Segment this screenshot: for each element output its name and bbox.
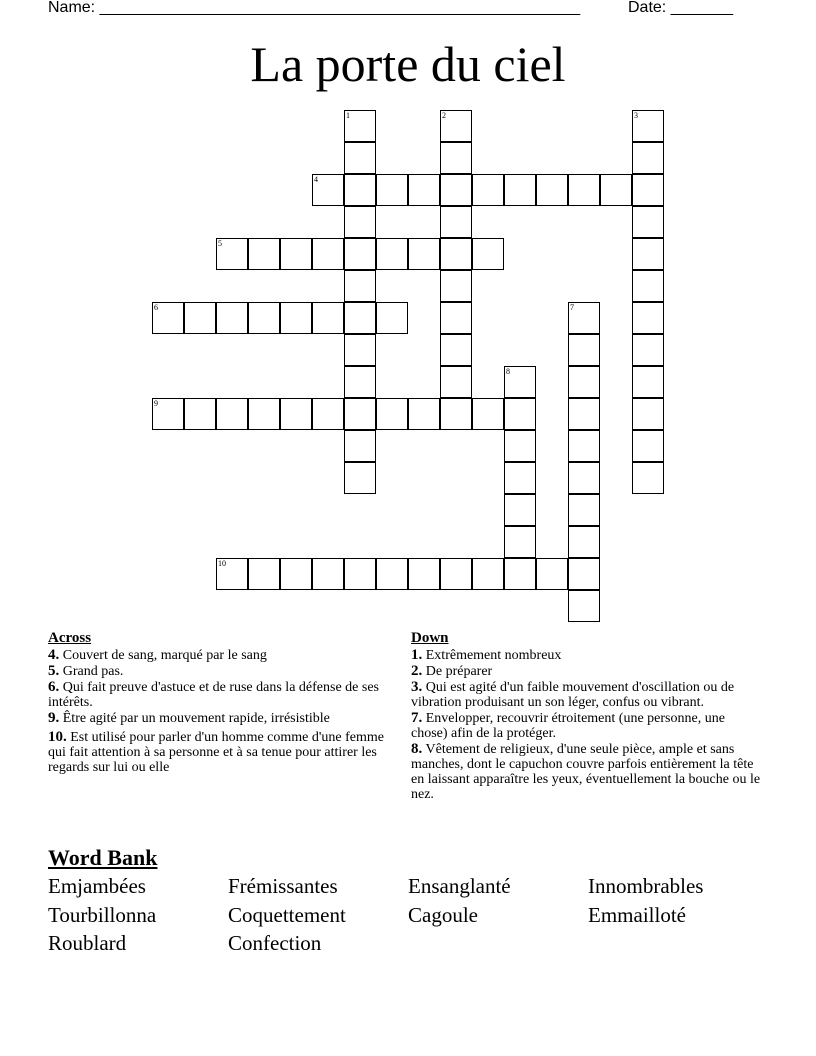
clue-across-9 [48,711,398,726]
grid-cell[interactable] [280,302,312,334]
grid-cell[interactable] [408,174,440,206]
grid-cell[interactable] [408,398,440,430]
grid-cell[interactable] [632,206,664,238]
word-bank-word: Coquettement [228,903,346,927]
grid-cell[interactable] [376,302,408,334]
grid-cell[interactable] [504,558,536,590]
grid-cell[interactable] [536,174,568,206]
cell-number: 3 [634,111,638,120]
grid-cell[interactable] [440,270,472,302]
grid-cell[interactable] [504,526,536,558]
grid-cell[interactable] [344,398,376,430]
grid-cell[interactable] [248,558,280,590]
grid-cell[interactable] [568,558,600,590]
cell-number: 1 [346,111,350,120]
grid-cell[interactable] [312,238,344,270]
clue-text: Être agité par un mouvement rapide, irrésistible [62,711,330,726]
clue-number: 8. [411,741,423,757]
grid-cell[interactable] [216,398,248,430]
grid-cell[interactable] [440,366,472,398]
clue-down-3 [411,680,761,710]
clue-down-7 [411,711,761,741]
grid-cell[interactable] [344,238,376,270]
grid-cell[interactable] [280,558,312,590]
clue-text: Est utilisé pour parler d'un homme comme d'une femme qui fait attention à sa personne et à sa tenue pour attirer les regards sur lui ou elle [48,730,384,775]
clue-number: 3. [411,679,423,695]
grid-cell[interactable] [568,398,600,430]
grid-cell[interactable] [440,174,472,206]
word-bank-word: Innombrables [588,874,704,898]
grid-cell[interactable] [344,366,376,398]
grid-cell[interactable] [632,142,664,174]
clue-text: De préparer [425,664,493,679]
grid-cell[interactable] [344,462,376,494]
grid-cell[interactable] [280,238,312,270]
across-heading: Across [48,630,92,646]
grid-cell[interactable] [344,558,376,590]
grid-cell[interactable] [568,462,600,494]
grid-cell[interactable] [312,558,344,590]
clue-across-6 [48,680,398,710]
down-clues [411,629,761,803]
word-bank-word: Cagoule [408,903,478,927]
grid-cell[interactable] [568,366,600,398]
grid-cell[interactable] [504,494,536,526]
grid-cell[interactable] [568,590,600,622]
word-bank-word: Confection [228,931,322,955]
grid-cell[interactable] [248,238,280,270]
clue-across-10 [48,730,398,775]
grid-cell[interactable] [280,398,312,430]
grid-cell[interactable] [408,558,440,590]
clue-number: 1. [411,647,423,663]
grid-cell[interactable] [632,430,664,462]
cell-number: 10 [218,559,226,568]
clue-text: Grand pas. [62,664,124,679]
clue-number: 9. [48,710,60,726]
clue-text: Vêtement de religieux, d'une seule pièce, ample et sans manches, dont le capuchon couvre parfois entièrement la tête en laissant apparaître les yeux, éventuellement la bouche ou le nez. [411,742,761,802]
word-bank-word: Frémissantes [228,874,338,898]
grid-cell[interactable] [248,398,280,430]
grid-cell[interactable] [312,398,344,430]
grid-cell[interactable] [344,302,376,334]
cell-number: 4 [314,175,318,184]
grid-cell[interactable] [440,238,472,270]
grid-cell[interactable] [504,430,536,462]
clue-down-1 [411,648,761,663]
word-bank-word: Ensanglanté [408,874,511,898]
grid-cell[interactable] [632,302,664,334]
grid-cell[interactable] [568,430,600,462]
grid-cell[interactable] [440,142,472,174]
clue-down-8 [411,742,761,802]
grid-cell[interactable] [472,238,504,270]
name-line: Name: ______________________________________________________ [48,0,581,16]
clue-text: Qui est agité d'un faible mouvement d'oscillation ou de vibration produisant un son léger, confus ou vibrant. [411,680,735,710]
clue-number: 2. [411,663,423,679]
grid-cell[interactable] [536,558,568,590]
cell-number: 5 [218,239,222,248]
across-clues [48,629,398,776]
grid-cell[interactable] [472,174,504,206]
clue-text: Qui fait preuve d'astuce et de ruse dans la défense de ses intérêts. [48,680,379,710]
grid-cell[interactable] [344,430,376,462]
grid-cell[interactable] [184,398,216,430]
cell-number: 9 [154,399,158,408]
grid-cell[interactable] [376,398,408,430]
grid-cell[interactable] [440,302,472,334]
grid-cell[interactable] [568,494,600,526]
grid-cell[interactable] [408,238,440,270]
clue-number: 10. [48,729,67,745]
grid-cell[interactable] [632,334,664,366]
grid-cell[interactable] [632,462,664,494]
clue-text: Couvert de sang, marqué par le sang [62,648,267,663]
clue-number: 5. [48,663,60,679]
word-bank-word: Roublard [48,931,127,955]
word-bank-word: Emmailloté [588,903,686,927]
grid-cell[interactable] [632,174,664,206]
grid-cell[interactable] [568,526,600,558]
clue-down-2 [411,664,761,679]
grid-cell[interactable] [344,270,376,302]
grid-cell[interactable] [344,142,376,174]
grid-cell[interactable] [344,206,376,238]
grid-cell[interactable] [632,238,664,270]
word-bank-word: Emjambées [48,874,146,898]
grid-cell[interactable] [344,174,376,206]
word-bank-title: Word Bank [48,845,158,870]
clue-number: 4. [48,647,60,663]
clue-across-4 [48,648,398,663]
grid-cell[interactable] [376,174,408,206]
grid-cell[interactable] [184,302,216,334]
clue-number: 7. [411,710,423,726]
cell-number: 2 [442,111,446,120]
grid-cell[interactable] [248,302,280,334]
grid-cell[interactable] [504,398,536,430]
cell-number: 6 [154,303,158,312]
grid-cell[interactable] [632,398,664,430]
grid-cell[interactable] [440,558,472,590]
grid-cell[interactable] [600,174,632,206]
grid-cell[interactable] [440,206,472,238]
down-heading: Down [411,630,449,646]
grid-cell[interactable] [216,302,248,334]
date-line: Date: _______ [628,0,733,16]
grid-cell[interactable] [568,334,600,366]
grid-cell[interactable] [504,174,536,206]
grid-cell[interactable] [440,334,472,366]
clue-text: Extrêmement nombreux [425,648,562,663]
grid-cell[interactable] [472,558,504,590]
grid-cell[interactable] [376,238,408,270]
grid-cell[interactable] [312,302,344,334]
grid-cell[interactable] [344,334,376,366]
grid-cell[interactable] [632,366,664,398]
grid-cell[interactable] [568,174,600,206]
word-bank-word: Tourbillonna [48,903,157,927]
clue-across-5 [48,664,398,679]
clue-text: Envelopper, recouvrir étroitement (une personne, une chose) afin de la protéger. [411,711,725,741]
grid-cell[interactable] [472,398,504,430]
grid-cell[interactable] [376,558,408,590]
cell-number: 7 [570,303,574,312]
grid-cell[interactable] [504,462,536,494]
clue-number: 6. [48,679,60,695]
puzzle-title: La porte du ciel [250,36,566,92]
cell-number: 8 [506,367,510,376]
grid-cell[interactable] [632,270,664,302]
grid-cell[interactable] [440,398,472,430]
